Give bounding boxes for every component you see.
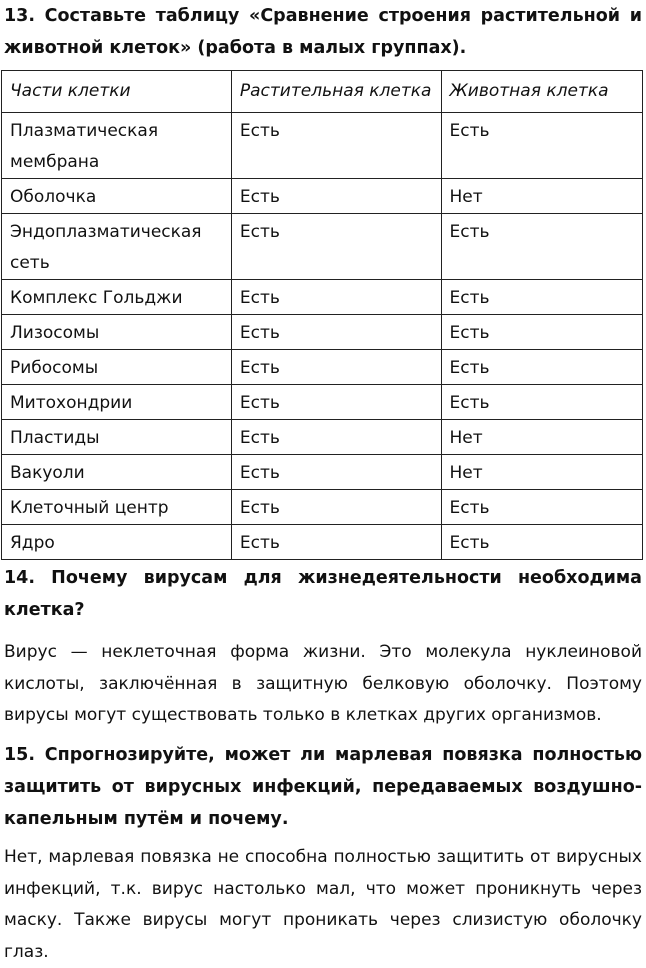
table-row bbox=[2, 113, 643, 179]
cell-comparison-table bbox=[1, 70, 643, 560]
question-15-heading: 15. Спрогнозируйте, может ли марлевая повязка полностью защитить от вирусных инфекций, передаваемых воздушно-капельным путём и почему. bbox=[4, 745, 642, 829]
header-cell-plant: Растительная клетка bbox=[231, 71, 441, 113]
table-row bbox=[2, 385, 643, 420]
cell-part: Эндоплазматическая сеть bbox=[2, 214, 232, 280]
table-row bbox=[2, 214, 643, 280]
table-row bbox=[2, 280, 643, 315]
table-header-row bbox=[2, 71, 643, 113]
cell-part: Митохондрии bbox=[2, 385, 232, 420]
question-13-heading: 13. Составьте таблицу «Сравнение строения растительной и животной клеток» (работа в малых группах). bbox=[4, 6, 642, 58]
cell-part: Ядро bbox=[2, 525, 232, 560]
header-cell-animal: Животная клетка bbox=[441, 71, 643, 113]
cell-plant: Есть bbox=[231, 420, 441, 455]
cell-part: Рибосомы bbox=[2, 350, 232, 385]
cell-animal: Есть bbox=[441, 490, 643, 525]
cell-part: Клеточный центр bbox=[2, 490, 232, 525]
question-14-heading: 14. Почему вирусам для жизнедеятельности необходима клетка? bbox=[4, 568, 642, 620]
table-row bbox=[2, 455, 643, 490]
cell-plant: Есть bbox=[231, 315, 441, 350]
cell-animal: Есть bbox=[441, 350, 643, 385]
cell-plant: Есть bbox=[231, 179, 441, 214]
cell-animal: Есть bbox=[441, 525, 643, 560]
header-cell-parts: Части клетки bbox=[2, 71, 232, 113]
cell-plant: Есть bbox=[231, 214, 441, 280]
table-row bbox=[2, 350, 643, 385]
cell-plant: Есть bbox=[231, 455, 441, 490]
cell-animal: Есть bbox=[441, 385, 643, 420]
cell-part: Плазматическая мембрана bbox=[2, 113, 232, 179]
cell-plant: Есть bbox=[231, 350, 441, 385]
cell-plant: Есть bbox=[231, 490, 441, 525]
cell-animal: Есть bbox=[441, 113, 643, 179]
cell-part: Комплекс Гольджи bbox=[2, 280, 232, 315]
cell-part: Вакуоли bbox=[2, 455, 232, 490]
cell-plant: Есть bbox=[231, 525, 441, 560]
cell-animal: Нет bbox=[441, 179, 643, 214]
table-row bbox=[2, 420, 643, 455]
cell-plant: Есть bbox=[231, 280, 441, 315]
cell-part: Пластиды bbox=[2, 420, 232, 455]
table-row bbox=[2, 490, 643, 525]
cell-animal: Есть bbox=[441, 280, 643, 315]
table-row bbox=[2, 525, 643, 560]
cell-part: Лизосомы bbox=[2, 315, 232, 350]
cell-plant: Есть bbox=[231, 113, 441, 179]
cell-part: Оболочка bbox=[2, 179, 232, 214]
question-15-answer: Нет, марлевая повязка не способна полностью защитить от вирусных инфекций, т.к. вирус настолько мал, что может проникнуть через маску. Также вирусы могут проникать через слизистую оболочку глаз. bbox=[4, 847, 642, 962]
question-14-answer: Вирус — неклеточная форма жизни. Это молекула нуклеиновой кислоты, заключённая в защитную белковую оболочку. Поэтому вирусы могут существовать только в клетках других организмов. bbox=[4, 642, 642, 725]
cell-animal: Нет bbox=[441, 455, 643, 490]
table-row bbox=[2, 315, 643, 350]
table-row bbox=[2, 179, 643, 214]
cell-animal: Есть bbox=[441, 214, 643, 280]
cell-animal: Нет bbox=[441, 420, 643, 455]
cell-plant: Есть bbox=[231, 385, 441, 420]
cell-animal: Есть bbox=[441, 315, 643, 350]
